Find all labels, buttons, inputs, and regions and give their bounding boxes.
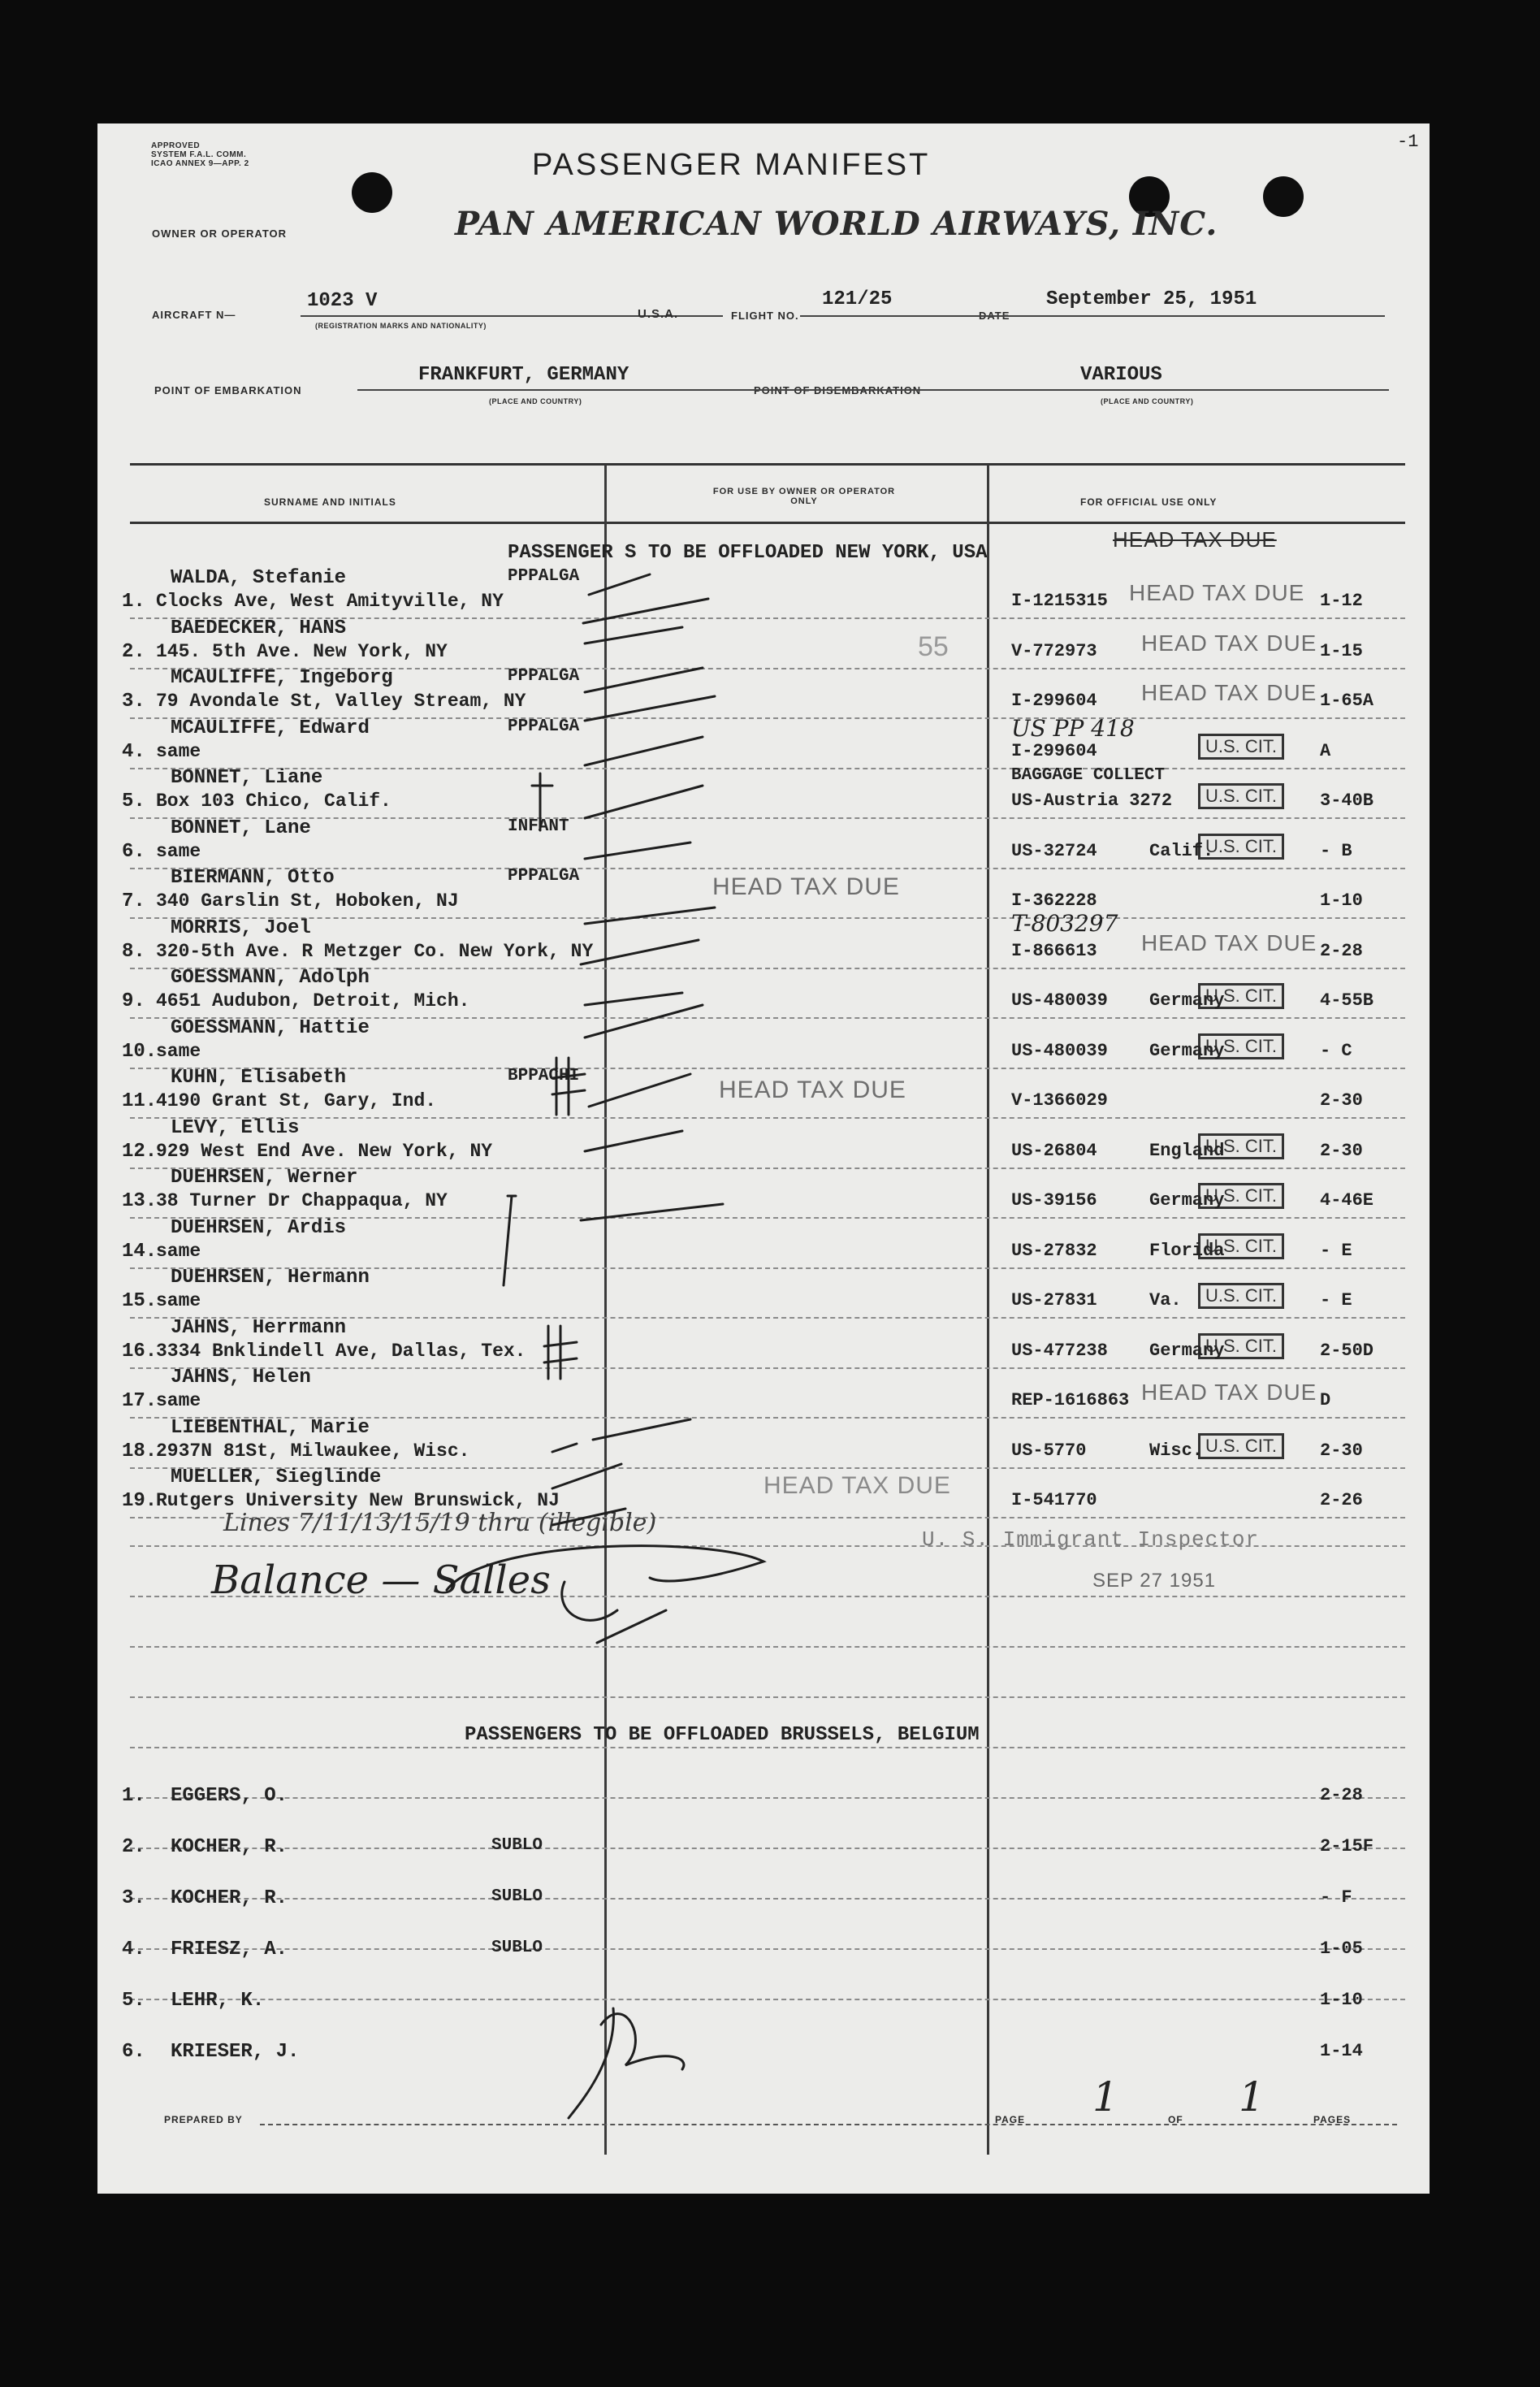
passenger-document: REP-1616863 [1011, 1390, 1130, 1410]
passenger-code: PPPALGA [508, 567, 580, 586]
passenger-number: 4. [122, 1939, 145, 1960]
passenger-name: JAHNS, Herrmann [171, 1316, 347, 1339]
passenger-number: 14. [122, 1240, 158, 1263]
document-country: Germany [1149, 1040, 1225, 1061]
passenger-number: 1. [122, 1785, 145, 1807]
page-title: PASSENGER MANIFEST [532, 148, 931, 182]
passenger-number: 2. [122, 1836, 145, 1858]
place-note-2: (PLACE AND COUNTRY) [1101, 397, 1194, 405]
us-cit-stamp: U.S. CIT. [1198, 1133, 1284, 1159]
tally-mark [532, 773, 552, 830]
handwritten-t-number: T-803297 [1011, 910, 1118, 937]
head-tax-stamp-faint: HEAD TAX DUE [764, 1472, 951, 1499]
us-cit-stamp: U.S. CIT. [1198, 1283, 1284, 1309]
passenger-mark: 2-26 [1320, 1490, 1363, 1510]
section-heading-ny: PASSENGER S TO BE OFFLOADED NEW YORK, USA [508, 542, 988, 564]
passenger-number: 10. [122, 1040, 158, 1063]
flight-label: FLIGHT NO. [731, 310, 799, 322]
head-tax-stamp: HEAD TAX DUE [1141, 929, 1317, 955]
date-label: DATE [979, 310, 1010, 322]
passenger-mark: - F [1320, 1887, 1352, 1908]
passenger-mark: 1-15 [1320, 640, 1363, 661]
prepared-by-signature [569, 2008, 684, 2118]
tick-mark [585, 843, 690, 859]
passenger-number: 1. [122, 591, 145, 613]
passenger-mark: - B [1320, 840, 1352, 861]
passenger-number: 8. [122, 940, 145, 963]
tick-mark [581, 1204, 723, 1220]
us-cit-stamp: U.S. CIT. [1198, 783, 1284, 809]
column-owner-use: FOR USE BY OWNER OR OPERATOR ONLY [712, 487, 896, 506]
passenger-address: Rutgers University New Brunswick, NJ [156, 1490, 560, 1511]
passenger-number: 5. [122, 791, 145, 812]
passenger-code: SUBLO [491, 1887, 543, 1906]
passenger-mark: A [1320, 740, 1331, 761]
passenger-document: US-27832 [1011, 1240, 1097, 1261]
passenger-document: I-362228 [1011, 890, 1097, 911]
passenger-number: 13. [122, 1190, 158, 1212]
passenger-document: I-299604 [1011, 691, 1097, 711]
passenger-document: US-26804 [1011, 1140, 1097, 1161]
passenger-mark: 1-05 [1320, 1939, 1363, 1959]
us-cit-stamp: U.S. CIT. [1198, 1033, 1284, 1059]
passenger-number: 9. [122, 990, 145, 1012]
tick-mark [585, 908, 715, 924]
tick-mark [552, 1464, 621, 1488]
passenger-number: 3. [122, 1887, 145, 1909]
aircraft-value: 1023 V [307, 290, 378, 312]
passenger-number: 6. [122, 2041, 145, 2063]
tick-mark [585, 696, 715, 721]
tick-mark [585, 668, 703, 692]
passenger-mark: 3-40B [1320, 791, 1374, 811]
tally-mark [544, 1326, 577, 1379]
disembark-label: POINT OF DISEMBARKATION [754, 384, 922, 396]
passenger-name: LEHR, K. [171, 1990, 265, 2012]
document-country: England [1149, 1140, 1225, 1161]
passenger-document: V-772973 [1011, 640, 1097, 661]
passenger-address: 4190 Grant St, Gary, Ind. [156, 1090, 437, 1111]
passenger-document: US-477238 [1011, 1340, 1108, 1361]
usa-label: U.S.A. [638, 307, 679, 321]
page-value: 1 [1092, 2073, 1118, 2121]
document-country: Germany [1149, 1190, 1225, 1211]
flight-value: 121/25 [822, 288, 893, 310]
tick-mark [585, 737, 703, 765]
struck-head-tax-stamp: HEAD TAX DUE [1113, 527, 1277, 552]
passenger-name: BONNET, Liane [171, 767, 323, 789]
passenger-number: 3. [122, 691, 145, 713]
section-heading-brussels: PASSENGERS TO BE OFFLOADED BRUSSELS, BELGIUM [465, 1724, 980, 1746]
passenger-mark: 1-10 [1320, 1990, 1363, 2010]
passenger-mark: 2-30 [1320, 1140, 1363, 1161]
tick-mark [585, 1005, 703, 1038]
signature-stroke [447, 1546, 764, 1590]
registration-note: (REGISTRATION MARKS AND NATIONALITY) [315, 322, 487, 330]
passenger-address: 320-5th Ave. R Metzger Co. New York, NY [156, 940, 594, 962]
passenger-name: GOESSMANN, Hattie [171, 1016, 370, 1039]
aircraft-label: AIRCRAFT N— [152, 309, 236, 321]
passenger-number: 7. [122, 890, 145, 912]
disembark-value: VARIOUS [1080, 364, 1162, 386]
passenger-code: PPPALGA [508, 717, 580, 736]
passenger-address: 340 Garslin St, Hoboken, NJ [156, 890, 459, 912]
passenger-name: MCAULIFFE, Ingeborg [171, 667, 393, 689]
pages-label: PAGES [1313, 2114, 1352, 2125]
page-mark: -1 [1397, 132, 1419, 152]
count-55: 55 [918, 631, 949, 662]
passenger-document: I-541770 [1011, 1490, 1097, 1510]
passenger-document: US-480039 [1011, 990, 1108, 1011]
tick-mark [589, 574, 650, 595]
tick-mark [581, 940, 699, 964]
passenger-address: 145. 5th Ave. New York, NY [156, 640, 448, 662]
head-tax-stamp: HEAD TAX DUE [1129, 580, 1305, 605]
of-value: 1 [1239, 2073, 1265, 2121]
passenger-address: same [156, 1240, 201, 1262]
head-tax-stamp: HEAD TAX DUE [1141, 630, 1317, 656]
passenger-number: 15. [122, 1290, 158, 1312]
head-tax-stamp-mid: HEAD TAX DUE [712, 873, 900, 900]
passenger-document: US-27831 [1011, 1290, 1097, 1310]
passenger-document: US-39156 [1011, 1190, 1097, 1211]
passenger-number: 4. [122, 740, 145, 763]
balance-signature: Balance — Salles [211, 1557, 551, 1603]
document-country: Germany [1149, 990, 1225, 1011]
passenger-number: 19. [122, 1490, 158, 1512]
us-cit-stamp: U.S. CIT. [1198, 1333, 1284, 1359]
tick-mark [583, 599, 708, 623]
passenger-mark: 2-30 [1320, 1440, 1363, 1461]
passenger-name: JAHNS, Helen [171, 1367, 311, 1388]
passenger-mark: 2-50D [1320, 1340, 1374, 1361]
passenger-name: LIEBENTHAL, Marie [171, 1416, 370, 1439]
passenger-code: PPPALGA [508, 667, 580, 686]
passenger-document: I-1215315 [1011, 591, 1108, 611]
passenger-name: MORRIS, Joel [171, 916, 311, 939]
passenger-mark: 2-15F [1320, 1836, 1374, 1856]
tick-mark [585, 993, 682, 1005]
passenger-name: WALDA, Stefanie [171, 567, 347, 589]
passenger-name: LEVY, Ellis [171, 1116, 300, 1139]
passenger-name: BIERMANN, Otto [171, 867, 335, 889]
passenger-address: 929 West End Ave. New York, NY [156, 1140, 493, 1162]
passenger-document: I-866613 [1011, 940, 1097, 961]
document-country: Germany [1149, 1340, 1225, 1361]
head-tax-stamp-mid: HEAD TAX DUE [719, 1077, 906, 1103]
passenger-code: INFANT [508, 817, 569, 836]
passenger-document: US-480039 [1011, 1040, 1108, 1061]
passenger-name: KUHN, Elisabeth [171, 1067, 347, 1089]
owner-label: OWNER OR OPERATOR [152, 227, 288, 240]
signature-stroke [562, 1582, 617, 1620]
passenger-name: KOCHER, R. [171, 1887, 288, 1909]
passenger-code: PPPALGA [508, 867, 580, 886]
passenger-name: DUEHRSEN, Ardis [171, 1216, 347, 1239]
passenger-name: FRIESZ, A. [171, 1939, 288, 1960]
passenger-number: 16. [122, 1340, 158, 1362]
document-country: Va. [1149, 1290, 1182, 1310]
passenger-number: 17. [122, 1390, 158, 1412]
us-cit-stamp: U.S. CIT. [1198, 834, 1284, 860]
prepared-by-label: PREPARED BY [164, 2114, 243, 2125]
passenger-number: 12. [122, 1140, 158, 1163]
passenger-document: US-5770 [1011, 1440, 1087, 1461]
passenger-mark: 4-55B [1320, 990, 1374, 1011]
passenger-address: 38 Turner Dr Chappaqua, NY [156, 1190, 448, 1211]
passenger-number: 5. [122, 1990, 145, 2012]
place-note: (PLACE AND COUNTRY) [489, 397, 582, 405]
passenger-name: BAEDECKER, HANS [171, 617, 347, 639]
passenger-name: KRIESER, J. [171, 2041, 300, 2063]
passenger-address: 2937N 81St, Milwaukee, Wisc. [156, 1440, 470, 1462]
of-label: OF [1168, 2114, 1183, 2125]
passenger-document: I-299604 [1011, 740, 1097, 761]
passenger-mark: - E [1320, 1290, 1352, 1310]
passenger-address: same [156, 1390, 201, 1411]
baggage-note: BAGGAGE COLLECT [1011, 766, 1166, 785]
manifest-sheet [97, 123, 1430, 2194]
passenger-name: KOCHER, R. [171, 1836, 288, 1858]
passenger-name: MUELLER, Sieglinde [171, 1466, 382, 1488]
passenger-address: Clocks Ave, West Amityville, NY [156, 591, 504, 612]
passenger-address: same [156, 1290, 201, 1311]
document-country: Florida [1149, 1240, 1225, 1261]
passenger-code: BPPACHI [508, 1067, 580, 1085]
tick-mark [585, 627, 682, 643]
passenger-number: 2. [122, 640, 145, 663]
passenger-name: EGGERS, O. [171, 1785, 288, 1807]
inspector-date: SEP 27 1951 [1092, 1570, 1217, 1592]
tick-mark [552, 1444, 577, 1452]
approval-line: SYSTEM F.A.L. COMM. [151, 150, 247, 159]
date-value: September 25, 1951 [1046, 288, 1257, 310]
handwritten-usp: US PP 418 [1011, 715, 1135, 742]
airline-name: PAN AMERICAN WORLD AIRWAYS, INC. [455, 205, 1218, 243]
passenger-number: 18. [122, 1440, 158, 1462]
tick-mark [585, 786, 703, 818]
passenger-name: DUEHRSEN, Hermann [171, 1267, 370, 1289]
head-tax-stamp: HEAD TAX DUE [1141, 1380, 1317, 1405]
document-country: Calif. [1149, 840, 1214, 861]
us-cit-stamp: U.S. CIT. [1198, 734, 1284, 760]
approval-line: APPROVED [151, 141, 201, 150]
column-official-use: FOR OFFICIAL USE ONLY [1080, 496, 1218, 508]
column-surname: SURNAME AND INITIALS [264, 496, 396, 508]
passenger-number: 6. [122, 840, 145, 863]
passenger-address: 79 Avondale St, Valley Stream, NY [156, 691, 526, 712]
document-country: Wisc. [1149, 1440, 1204, 1461]
passenger-address: 4651 Audubon, Detroit, Mich. [156, 990, 470, 1012]
passenger-mark: 2-28 [1320, 1785, 1363, 1805]
inspector-stamp: U. S. Immigrant Inspector [922, 1527, 1260, 1552]
passenger-address: same [156, 840, 201, 862]
passenger-name: DUEHRSEN, Werner [171, 1167, 358, 1189]
passenger-mark: D [1320, 1390, 1331, 1410]
passenger-document: US-Austria 3272 [1011, 791, 1173, 811]
passenger-name: GOESSMANN, Adolph [171, 967, 370, 989]
tally-mark [552, 1058, 585, 1115]
passenger-mark: 2-30 [1320, 1090, 1363, 1111]
passenger-code: SUBLO [491, 1939, 543, 1957]
tick-mark [589, 1074, 690, 1107]
passenger-mark: 1-65A [1320, 691, 1374, 711]
embark-label: POINT OF EMBARKATION [154, 384, 302, 396]
passenger-address: 3334 Bnklindell Ave, Dallas, Tex. [156, 1340, 526, 1362]
us-cit-stamp: U.S. CIT. [1198, 983, 1284, 1009]
approval-line: ICAO ANNEX 9—APP. 2 [151, 159, 249, 168]
passenger-mark: 1-12 [1320, 591, 1363, 611]
passenger-mark: - C [1320, 1040, 1352, 1061]
handwritten-lines-note: Lines 7/11/13/15/19 thru (illegible) [223, 1509, 657, 1537]
passenger-mark: 2-28 [1320, 940, 1363, 961]
tick-mark [552, 1509, 625, 1525]
us-cit-stamp: U.S. CIT. [1198, 1183, 1284, 1209]
embark-value: FRANKFURT, GERMANY [418, 364, 629, 386]
passenger-mark: 1-10 [1320, 890, 1363, 911]
passenger-address: same [156, 1040, 201, 1062]
us-cit-stamp: U.S. CIT. [1198, 1433, 1284, 1459]
passenger-mark: - E [1320, 1240, 1352, 1261]
handwritten-marks [97, 123, 1430, 2194]
passenger-document: US-32724 [1011, 840, 1097, 861]
passenger-code: SUBLO [491, 1836, 543, 1855]
passenger-name: BONNET, Lane [171, 817, 311, 839]
passenger-name: MCAULIFFE, Edward [171, 717, 370, 739]
passenger-document: V-1366029 [1011, 1090, 1108, 1111]
passenger-mark: 4-46E [1320, 1190, 1374, 1211]
passenger-address: Box 103 Chico, Calif. [156, 791, 391, 812]
passenger-mark: 1-14 [1320, 2041, 1363, 2061]
tick-mark [593, 1419, 690, 1440]
us-cit-stamp: U.S. CIT. [1198, 1233, 1284, 1259]
page-label: PAGE [995, 2114, 1026, 2125]
tick-mark [585, 1131, 682, 1151]
head-tax-stamp: HEAD TAX DUE [1141, 680, 1317, 705]
tally-mark [504, 1196, 516, 1285]
passenger-number: 11. [122, 1090, 158, 1112]
passenger-address: same [156, 740, 201, 762]
